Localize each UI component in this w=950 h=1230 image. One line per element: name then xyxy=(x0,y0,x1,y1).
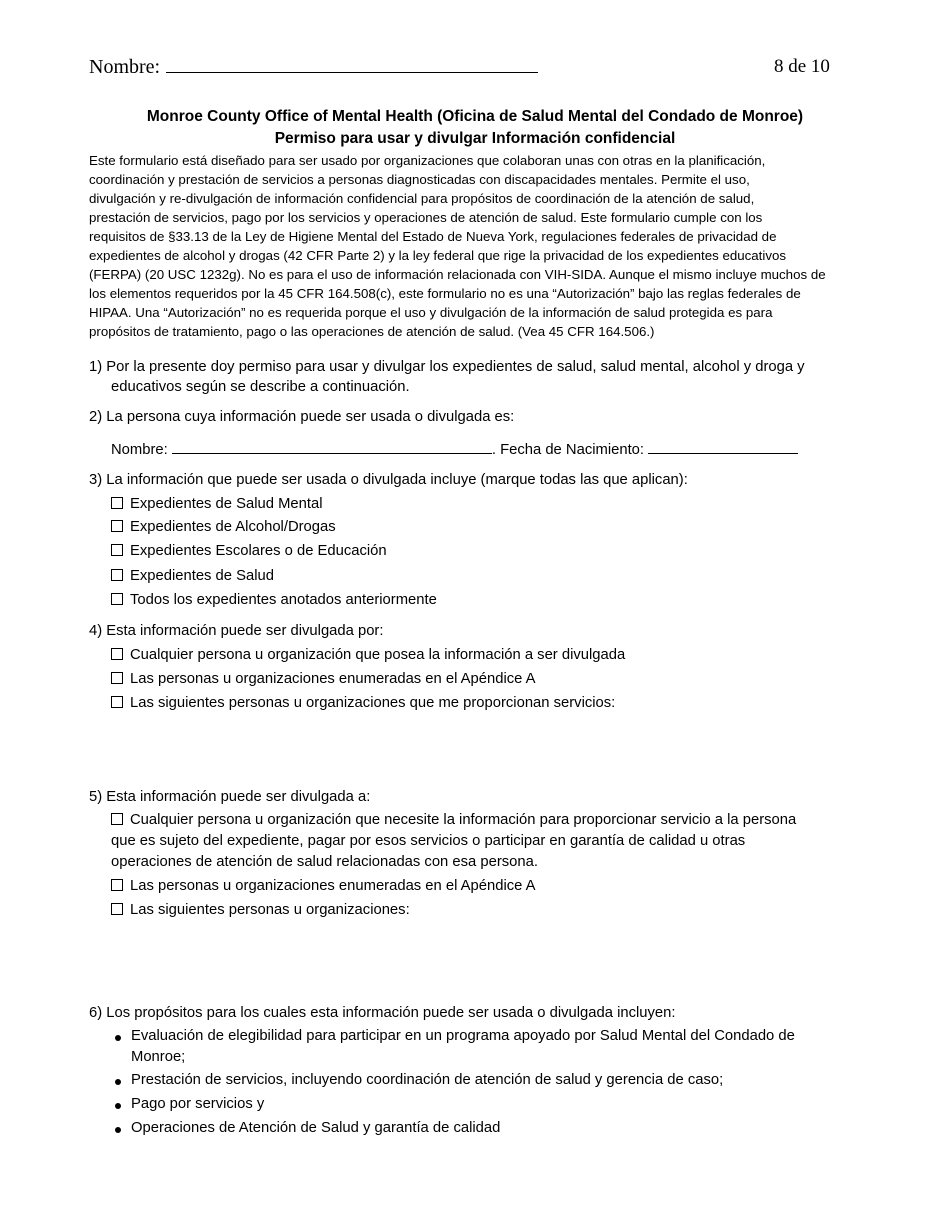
checkbox[interactable] xyxy=(111,672,123,684)
dob-label: . Fecha de Nacimiento: xyxy=(491,442,645,458)
bullet-icon xyxy=(115,1103,121,1109)
s5-option-any[interactable] xyxy=(111,810,796,831)
s3-option-health[interactable] xyxy=(111,566,274,587)
s6-bullet-services xyxy=(111,1070,723,1091)
section-4-heading: 4) Esta información puede ser divulgada por: xyxy=(89,623,384,639)
bullet-icon xyxy=(115,1035,121,1041)
s5-option-label: Las siguientes personas u organizaciones: xyxy=(130,902,410,918)
s3-option-label: Expedientes Escolares o de Educación xyxy=(130,543,387,559)
checkbox[interactable] xyxy=(111,813,123,825)
s6-bullet-text: Operaciones de Atención de Salud y garantía de calidad xyxy=(131,1120,501,1136)
intro-line: los elementos requeridos por la 45 CFR 164.508(c), este formulario no es una “Autorización” bajo las reglas federales de xyxy=(89,286,801,301)
checkbox[interactable] xyxy=(111,648,123,660)
s3-option-label: Expedientes de Alcohol/Drogas xyxy=(130,519,336,535)
s3-option-label: Todos los expedientes anotados anteriormente xyxy=(130,592,437,608)
s4-option-appendix-a[interactable] xyxy=(111,669,536,690)
intro-line: (FERPA) (20 USC 1232g). No es para el uso de información relacionada con VIH-SIDA. Aunque el mismo incluye muchos de xyxy=(89,267,826,282)
s6-bullet-text: Evaluación de elegibilidad para participar en un programa apoyado por Salud Mental del Condado de xyxy=(131,1028,795,1044)
header-name-label: Nombre: xyxy=(89,56,161,78)
s5-option-any-line-2: que es sujeto del expediente, pagar por esos servicios o participar en garantía de calidad u otras xyxy=(111,833,746,849)
s5-option-label: Las personas u organizaciones enumeradas en el Apéndice A xyxy=(130,878,536,894)
section-1-line-2: educativos según se describe a continuación. xyxy=(111,379,410,395)
intro-line: expedientes de alcohol y drogas (42 CFR Parte 2) y la ley federal que rige la privacidad de los expedientes educativos xyxy=(89,248,787,263)
header-name-field xyxy=(89,54,538,79)
intro-line: requisitos de §33.13 de la Ley de Higiene Mental del Estado de Nueva York, regulaciones federales de privacidad de xyxy=(89,229,777,244)
checkbox[interactable] xyxy=(111,696,123,708)
intro-line: coordinación y prestación de servicios a personas diagnosticadas con discapacidades mentales. Permite el uso, xyxy=(89,172,750,187)
page-number: 8 de 10 xyxy=(774,56,830,77)
s4-option-any[interactable] xyxy=(111,645,625,666)
checkbox[interactable] xyxy=(111,593,123,605)
dob-blank[interactable] xyxy=(648,439,798,454)
s4-option-label: Cualquier persona u organización que posea la información a ser divulgada xyxy=(130,647,626,663)
s5-option-any-line-3: operaciones de atención de salud relacionadas con esa persona. xyxy=(111,854,538,870)
bullet-icon xyxy=(115,1079,121,1085)
s3-option-mental-health[interactable] xyxy=(111,494,323,515)
person-name-label: Nombre: xyxy=(111,442,168,458)
checkbox[interactable] xyxy=(111,544,123,556)
section-2-heading: 2) La persona cuya información puede ser usada o divulgada es: xyxy=(89,409,515,425)
intro-line: HIPAA. Una “Autorización” no es requerida porque el uso y divulgación de la información de salud protegida es para xyxy=(89,305,773,320)
checkbox[interactable] xyxy=(111,569,123,581)
section-3-heading: 3) La información que puede ser usada o divulgada incluye (marque todas las que aplican): xyxy=(89,472,688,488)
title-line-2: Permiso para usar y divulgar Información confidencial xyxy=(274,130,676,147)
s6-bullet-operations xyxy=(111,1118,500,1139)
s6-bullet-text: Prestación de servicios, incluyendo coordinación de atención de salud y gerencia de caso; xyxy=(131,1072,724,1088)
s6-bullet-eligibility-line-2 xyxy=(111,1047,185,1068)
bullet-icon xyxy=(115,1127,121,1133)
checkbox[interactable] xyxy=(111,903,123,915)
s3-option-school[interactable] xyxy=(111,541,387,562)
s6-bullet-text: Pago por servicios y xyxy=(131,1096,265,1112)
section-2-person-fields xyxy=(111,439,798,461)
s3-option-all[interactable] xyxy=(111,590,437,611)
checkbox[interactable] xyxy=(111,520,123,532)
checkbox[interactable] xyxy=(111,879,123,891)
intro-line: propósitos de tratamiento, pago o las operaciones de atención de salud. (Vea 45 CFR 164.506.) xyxy=(89,324,655,339)
section-1-line-1: 1) Por la presente doy permiso para usar y divulgar los expedientes de salud, salud mental, alcohol y droga y xyxy=(89,359,805,375)
checkbox[interactable] xyxy=(111,497,123,509)
s6-bullet-text: Monroe; xyxy=(131,1049,186,1065)
s3-option-label: Expedientes de Salud Mental xyxy=(130,496,323,512)
s5-option-appendix-a[interactable] xyxy=(111,876,536,897)
section-6-heading: 6) Los propósitos para los cuales esta información puede ser usada o divulgada incluyen: xyxy=(89,1005,676,1021)
person-name-blank[interactable] xyxy=(172,439,492,454)
s5-option-following[interactable] xyxy=(111,900,410,921)
intro-line: Este formulario está diseñado para ser usado por organizaciones que colaboran unas con otras en la planificación, xyxy=(89,153,766,168)
s3-option-label: Expedientes de Salud xyxy=(130,568,274,584)
s6-bullet-eligibility xyxy=(111,1026,795,1047)
intro-line: prestación de servicios, pago por los servicios y operaciones de atención de salud. Este formulario cumple con los xyxy=(89,210,763,225)
s3-option-alcohol-drugs[interactable] xyxy=(111,517,336,538)
s4-option-label: Las personas u organizaciones enumeradas en el Apéndice A xyxy=(130,671,536,687)
s5-option-label: Cualquier persona u organización que necesite la información para proporcionar servicio a la persona xyxy=(130,812,797,828)
s6-bullet-payment xyxy=(111,1094,264,1115)
section-5-heading: 5) Esta información puede ser divulgada a: xyxy=(89,789,371,805)
intro-paragraph xyxy=(89,151,861,341)
title-line-1: Monroe County Office of Mental Health (Oficina de Salud Mental del Condado de Monroe) xyxy=(146,108,804,125)
header-name-blank[interactable] xyxy=(166,54,538,73)
intro-line: divulgación y re-divulgación de información confidencial para propósitos de coordinación de la atención de salud, xyxy=(89,191,755,206)
s4-option-label: Las siguientes personas u organizaciones que me proporcionan servicios: xyxy=(130,695,616,711)
s4-option-following[interactable] xyxy=(111,693,615,714)
